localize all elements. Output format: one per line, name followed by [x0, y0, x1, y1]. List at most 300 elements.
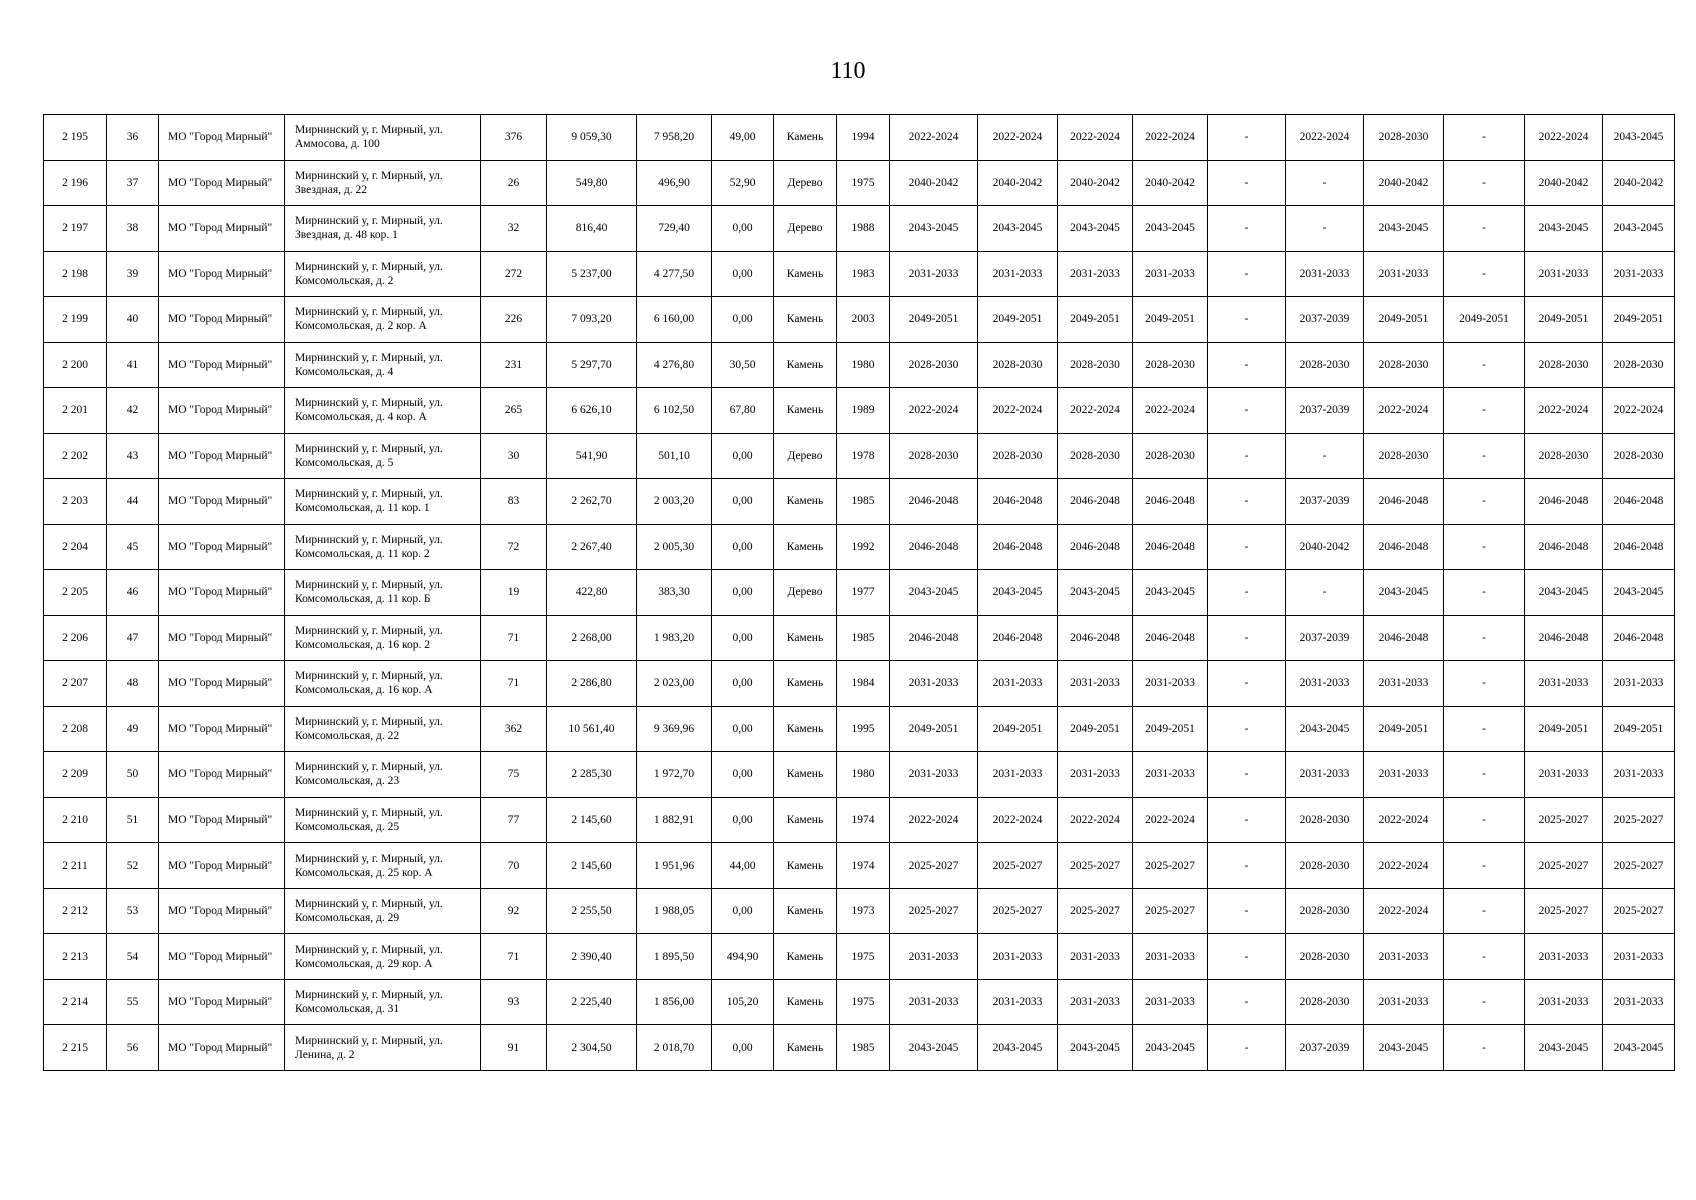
cell-record-number: 2 200	[44, 342, 107, 388]
cell-roof-repair: 2031-2033	[890, 752, 978, 798]
cell-elevator-repair: -	[1208, 752, 1286, 798]
cell-record-number: 2 206	[44, 615, 107, 661]
cell-sewer-repair: 2049-2051	[1525, 297, 1603, 343]
cell-record-number: 2 198	[44, 251, 107, 297]
cell-local-number: 48	[107, 661, 159, 707]
cell-build-year: 1980	[837, 752, 890, 798]
cell-total-area: 2 268,00	[547, 615, 637, 661]
cell-living-area: 2 005,30	[637, 524, 712, 570]
cell-residents: 32	[481, 206, 547, 252]
cell-heating-repair: 2028-2030	[1286, 342, 1364, 388]
cell-heating-repair: -	[1286, 433, 1364, 479]
cell-record-number: 2 196	[44, 160, 107, 206]
cell-facade-repair: 2022-2024	[978, 115, 1058, 161]
cell-basement-repair: 2028-2030	[1603, 433, 1675, 479]
table-row	[44, 342, 1675, 388]
cell-wall-material: Камень	[774, 297, 837, 343]
cell-sewer-repair: 2025-2027	[1525, 843, 1603, 889]
cell-build-year: 1975	[837, 979, 890, 1025]
cell-living-area: 1 972,70	[637, 752, 712, 798]
cell-roof-repair: 2025-2027	[890, 843, 978, 889]
cell-electric-repair: 2043-2045	[1133, 570, 1208, 616]
cell-local-number: 40	[107, 297, 159, 343]
cell-roof-repair: 2049-2051	[890, 297, 978, 343]
cell-facade-repair: 2043-2045	[978, 570, 1058, 616]
cell-basement-repair: 2043-2045	[1603, 115, 1675, 161]
cell-roof-repair: 2049-2051	[890, 706, 978, 752]
cell-foundation-repair: 2031-2033	[1058, 934, 1133, 980]
cell-roof-repair: 2043-2045	[890, 570, 978, 616]
cell-build-year: 1988	[837, 206, 890, 252]
cell-local-number: 41	[107, 342, 159, 388]
cell-electric-repair: 2049-2051	[1133, 706, 1208, 752]
cell-foundation-repair: 2046-2048	[1058, 524, 1133, 570]
cell-record-number: 2 205	[44, 570, 107, 616]
cell-basement-repair: 2043-2045	[1603, 206, 1675, 252]
cell-local-number: 54	[107, 934, 159, 980]
cell-electric-repair: 2022-2024	[1133, 797, 1208, 843]
cell-gas-repair: -	[1444, 388, 1525, 434]
cell-total-area: 549,80	[547, 160, 637, 206]
cell-municipality: МО "Город Мирный"	[159, 888, 285, 934]
cell-heating-repair: 2028-2030	[1286, 934, 1364, 980]
cell-non-residential-area: 0,00	[712, 661, 774, 707]
cell-roof-repair: 2028-2030	[890, 342, 978, 388]
cell-municipality: МО "Город Мирный"	[159, 342, 285, 388]
cell-wall-material: Дерево	[774, 433, 837, 479]
cell-living-area: 1 856,00	[637, 979, 712, 1025]
cell-gas-repair: -	[1444, 251, 1525, 297]
cell-gas-repair: -	[1444, 1025, 1525, 1071]
cell-gas-repair: -	[1444, 524, 1525, 570]
housing-registry-table	[43, 114, 1675, 1071]
cell-gas-repair: -	[1444, 661, 1525, 707]
cell-electric-repair: 2040-2042	[1133, 160, 1208, 206]
cell-water-repair: 2049-2051	[1364, 706, 1444, 752]
cell-address: Мирнинский у, г. Мирный, ул. Комсомольская, д. 5	[285, 433, 481, 479]
cell-local-number: 42	[107, 388, 159, 434]
cell-residents: 77	[481, 797, 547, 843]
cell-facade-repair: 2025-2027	[978, 888, 1058, 934]
cell-residents: 71	[481, 934, 547, 980]
cell-foundation-repair: 2025-2027	[1058, 843, 1133, 889]
cell-electric-repair: 2028-2030	[1133, 342, 1208, 388]
cell-facade-repair: 2028-2030	[978, 433, 1058, 479]
cell-non-residential-area: 494,90	[712, 934, 774, 980]
table-row	[44, 843, 1675, 889]
cell-sewer-repair: 2040-2042	[1525, 160, 1603, 206]
cell-basement-repair: 2049-2051	[1603, 297, 1675, 343]
cell-basement-repair: 2049-2051	[1603, 706, 1675, 752]
table-row	[44, 479, 1675, 525]
cell-non-residential-area: 0,00	[712, 524, 774, 570]
cell-roof-repair: 2022-2024	[890, 388, 978, 434]
cell-municipality: МО "Город Мирный"	[159, 251, 285, 297]
cell-record-number: 2 211	[44, 843, 107, 889]
cell-non-residential-area: 49,00	[712, 115, 774, 161]
cell-water-repair: 2031-2033	[1364, 979, 1444, 1025]
cell-facade-repair: 2031-2033	[978, 752, 1058, 798]
cell-address: Мирнинский у, г. Мирный, ул. Ленина, д. 2	[285, 1025, 481, 1071]
cell-gas-repair: -	[1444, 615, 1525, 661]
cell-build-year: 1980	[837, 342, 890, 388]
cell-foundation-repair: 2049-2051	[1058, 297, 1133, 343]
cell-record-number: 2 208	[44, 706, 107, 752]
cell-address: Мирнинский у, г. Мирный, ул. Комсомольская, д. 2 кор. А	[285, 297, 481, 343]
cell-non-residential-area: 0,00	[712, 1025, 774, 1071]
cell-gas-repair: -	[1444, 934, 1525, 980]
cell-electric-repair: 2022-2024	[1133, 115, 1208, 161]
cell-water-repair: 2049-2051	[1364, 297, 1444, 343]
cell-sewer-repair: 2025-2027	[1525, 797, 1603, 843]
registry-body	[44, 115, 1675, 1071]
cell-sewer-repair: 2022-2024	[1525, 115, 1603, 161]
cell-local-number: 44	[107, 479, 159, 525]
cell-total-area: 2 262,70	[547, 479, 637, 525]
cell-record-number: 2 203	[44, 479, 107, 525]
cell-build-year: 1992	[837, 524, 890, 570]
cell-facade-repair: 2043-2045	[978, 206, 1058, 252]
cell-electric-repair: 2031-2033	[1133, 934, 1208, 980]
cell-total-area: 2 145,60	[547, 797, 637, 843]
cell-local-number: 56	[107, 1025, 159, 1071]
cell-elevator-repair: -	[1208, 251, 1286, 297]
cell-foundation-repair: 2046-2048	[1058, 479, 1133, 525]
cell-non-residential-area: 0,00	[712, 615, 774, 661]
cell-heating-repair: 2022-2024	[1286, 115, 1364, 161]
cell-living-area: 6 102,50	[637, 388, 712, 434]
cell-living-area: 501,10	[637, 433, 712, 479]
cell-living-area: 1 895,50	[637, 934, 712, 980]
cell-heating-repair: 2028-2030	[1286, 843, 1364, 889]
table-row	[44, 706, 1675, 752]
cell-sewer-repair: 2046-2048	[1525, 615, 1603, 661]
table-row	[44, 433, 1675, 479]
cell-water-repair: 2031-2033	[1364, 251, 1444, 297]
cell-roof-repair: 2031-2033	[890, 251, 978, 297]
cell-water-repair: 2046-2048	[1364, 479, 1444, 525]
cell-residents: 92	[481, 888, 547, 934]
cell-heating-repair: 2043-2045	[1286, 706, 1364, 752]
cell-heating-repair: 2037-2039	[1286, 479, 1364, 525]
cell-residents: 30	[481, 433, 547, 479]
cell-wall-material: Камень	[774, 797, 837, 843]
cell-roof-repair: 2031-2033	[890, 934, 978, 980]
cell-wall-material: Камень	[774, 615, 837, 661]
cell-municipality: МО "Город Мирный"	[159, 1025, 285, 1071]
cell-living-area: 496,90	[637, 160, 712, 206]
cell-roof-repair: 2025-2027	[890, 888, 978, 934]
cell-heating-repair: 2037-2039	[1286, 388, 1364, 434]
cell-elevator-repair: -	[1208, 433, 1286, 479]
cell-record-number: 2 210	[44, 797, 107, 843]
cell-build-year: 1984	[837, 661, 890, 707]
cell-municipality: МО "Город Мирный"	[159, 206, 285, 252]
cell-roof-repair: 2046-2048	[890, 615, 978, 661]
cell-sewer-repair: 2043-2045	[1525, 206, 1603, 252]
cell-electric-repair: 2028-2030	[1133, 433, 1208, 479]
cell-living-area: 729,40	[637, 206, 712, 252]
cell-address: Мирнинский у, г. Мирный, ул. Комсомольская, д. 16 кор. 2	[285, 615, 481, 661]
cell-non-residential-area: 52,90	[712, 160, 774, 206]
cell-sewer-repair: 2025-2027	[1525, 888, 1603, 934]
cell-local-number: 50	[107, 752, 159, 798]
cell-gas-repair: -	[1444, 888, 1525, 934]
cell-local-number: 38	[107, 206, 159, 252]
cell-elevator-repair: -	[1208, 570, 1286, 616]
cell-non-residential-area: 30,50	[712, 342, 774, 388]
cell-elevator-repair: -	[1208, 206, 1286, 252]
cell-heating-repair: 2028-2030	[1286, 979, 1364, 1025]
cell-facade-repair: 2049-2051	[978, 706, 1058, 752]
cell-basement-repair: 2031-2033	[1603, 661, 1675, 707]
cell-electric-repair: 2046-2048	[1133, 479, 1208, 525]
cell-electric-repair: 2043-2045	[1133, 1025, 1208, 1071]
cell-total-area: 2 390,40	[547, 934, 637, 980]
table-row	[44, 251, 1675, 297]
cell-electric-repair: 2025-2027	[1133, 843, 1208, 889]
cell-gas-repair: -	[1444, 342, 1525, 388]
table-row	[44, 160, 1675, 206]
cell-sewer-repair: 2028-2030	[1525, 342, 1603, 388]
cell-basement-repair: 2022-2024	[1603, 388, 1675, 434]
cell-foundation-repair: 2043-2045	[1058, 206, 1133, 252]
cell-residents: 71	[481, 615, 547, 661]
cell-foundation-repair: 2025-2027	[1058, 888, 1133, 934]
cell-foundation-repair: 2046-2048	[1058, 615, 1133, 661]
cell-total-area: 7 093,20	[547, 297, 637, 343]
cell-elevator-repair: -	[1208, 934, 1286, 980]
cell-electric-repair: 2046-2048	[1133, 615, 1208, 661]
cell-living-area: 1 882,91	[637, 797, 712, 843]
cell-facade-repair: 2022-2024	[978, 797, 1058, 843]
cell-municipality: МО "Город Мирный"	[159, 979, 285, 1025]
cell-sewer-repair: 2028-2030	[1525, 433, 1603, 479]
cell-record-number: 2 214	[44, 979, 107, 1025]
cell-address: Мирнинский у, г. Мирный, ул. Комсомольская, д. 16 кор. А	[285, 661, 481, 707]
cell-gas-repair: 2049-2051	[1444, 297, 1525, 343]
cell-build-year: 1983	[837, 251, 890, 297]
cell-basement-repair: 2043-2045	[1603, 1025, 1675, 1071]
page-number: 110	[830, 58, 866, 84]
cell-gas-repair: -	[1444, 479, 1525, 525]
cell-municipality: МО "Город Мирный"	[159, 797, 285, 843]
cell-sewer-repair: 2031-2033	[1525, 752, 1603, 798]
cell-water-repair: 2022-2024	[1364, 843, 1444, 889]
cell-address: Мирнинский у, г. Мирный, ул. Комсомольская, д. 11 кор. 1	[285, 479, 481, 525]
cell-water-repair: 2022-2024	[1364, 888, 1444, 934]
cell-total-area: 816,40	[547, 206, 637, 252]
table-row	[44, 934, 1675, 980]
cell-roof-repair: 2022-2024	[890, 797, 978, 843]
cell-address: Мирнинский у, г. Мирный, ул. Комсомольская, д. 25	[285, 797, 481, 843]
cell-sewer-repair: 2031-2033	[1525, 934, 1603, 980]
cell-local-number: 49	[107, 706, 159, 752]
cell-basement-repair: 2031-2033	[1603, 752, 1675, 798]
cell-foundation-repair: 2043-2045	[1058, 570, 1133, 616]
cell-record-number: 2 207	[44, 661, 107, 707]
cell-non-residential-area: 44,00	[712, 843, 774, 889]
cell-living-area: 9 369,96	[637, 706, 712, 752]
cell-residents: 231	[481, 342, 547, 388]
cell-non-residential-area: 0,00	[712, 706, 774, 752]
cell-residents: 71	[481, 661, 547, 707]
cell-residents: 72	[481, 524, 547, 570]
cell-build-year: 1985	[837, 615, 890, 661]
cell-elevator-repair: -	[1208, 115, 1286, 161]
cell-local-number: 43	[107, 433, 159, 479]
table-row	[44, 388, 1675, 434]
cell-local-number: 37	[107, 160, 159, 206]
cell-basement-repair: 2025-2027	[1603, 843, 1675, 889]
cell-elevator-repair: -	[1208, 342, 1286, 388]
cell-electric-repair: 2022-2024	[1133, 388, 1208, 434]
cell-sewer-repair: 2022-2024	[1525, 388, 1603, 434]
cell-build-year: 1974	[837, 843, 890, 889]
cell-municipality: МО "Город Мирный"	[159, 615, 285, 661]
cell-build-year: 1978	[837, 433, 890, 479]
cell-elevator-repair: -	[1208, 1025, 1286, 1071]
cell-water-repair: 2046-2048	[1364, 615, 1444, 661]
table-row	[44, 206, 1675, 252]
cell-basement-repair: 2046-2048	[1603, 524, 1675, 570]
cell-roof-repair: 2046-2048	[890, 524, 978, 570]
cell-basement-repair: 2025-2027	[1603, 888, 1675, 934]
cell-gas-repair: -	[1444, 115, 1525, 161]
cell-residents: 91	[481, 1025, 547, 1071]
cell-total-area: 9 059,30	[547, 115, 637, 161]
cell-total-area: 2 267,40	[547, 524, 637, 570]
cell-elevator-repair: -	[1208, 615, 1286, 661]
cell-local-number: 53	[107, 888, 159, 934]
table-row	[44, 297, 1675, 343]
cell-wall-material: Камень	[774, 1025, 837, 1071]
cell-municipality: МО "Город Мирный"	[159, 524, 285, 570]
cell-elevator-repair: -	[1208, 160, 1286, 206]
cell-address: Мирнинский у, г. Мирный, ул. Комсомольская, д. 31	[285, 979, 481, 1025]
cell-address: Мирнинский у, г. Мирный, ул. Звездная, д. 48 кор. 1	[285, 206, 481, 252]
cell-build-year: 1989	[837, 388, 890, 434]
cell-foundation-repair: 2043-2045	[1058, 1025, 1133, 1071]
cell-roof-repair: 2031-2033	[890, 979, 978, 1025]
cell-living-area: 4 277,50	[637, 251, 712, 297]
cell-heating-repair: 2028-2030	[1286, 888, 1364, 934]
cell-living-area: 7 958,20	[637, 115, 712, 161]
cell-record-number: 2 209	[44, 752, 107, 798]
cell-wall-material: Камень	[774, 843, 837, 889]
cell-non-residential-area: 0,00	[712, 251, 774, 297]
cell-address: Мирнинский у, г. Мирный, ул. Комсомольская, д. 11 кор. 2	[285, 524, 481, 570]
cell-total-area: 2 255,50	[547, 888, 637, 934]
cell-wall-material: Камень	[774, 251, 837, 297]
cell-sewer-repair: 2046-2048	[1525, 524, 1603, 570]
cell-electric-repair: 2031-2033	[1133, 979, 1208, 1025]
cell-elevator-repair: -	[1208, 524, 1286, 570]
cell-sewer-repair: 2043-2045	[1525, 1025, 1603, 1071]
cell-facade-repair: 2031-2033	[978, 979, 1058, 1025]
cell-basement-repair: 2040-2042	[1603, 160, 1675, 206]
cell-residents: 26	[481, 160, 547, 206]
cell-total-area: 2 285,30	[547, 752, 637, 798]
cell-residents: 362	[481, 706, 547, 752]
cell-foundation-repair: 2031-2033	[1058, 979, 1133, 1025]
cell-heating-repair: 2040-2042	[1286, 524, 1364, 570]
cell-residents: 75	[481, 752, 547, 798]
cell-facade-repair: 2025-2027	[978, 843, 1058, 889]
cell-facade-repair: 2031-2033	[978, 934, 1058, 980]
cell-electric-repair: 2046-2048	[1133, 524, 1208, 570]
cell-wall-material: Камень	[774, 115, 837, 161]
cell-record-number: 2 195	[44, 115, 107, 161]
cell-living-area: 1 988,05	[637, 888, 712, 934]
cell-address: Мирнинский у, г. Мирный, ул. Комсомольская, д. 2	[285, 251, 481, 297]
cell-sewer-repair: 2043-2045	[1525, 570, 1603, 616]
cell-non-residential-area: 0,00	[712, 433, 774, 479]
table-row	[44, 524, 1675, 570]
cell-municipality: МО "Город Мирный"	[159, 843, 285, 889]
cell-living-area: 6 160,00	[637, 297, 712, 343]
cell-total-area: 422,80	[547, 570, 637, 616]
cell-total-area: 5 237,00	[547, 251, 637, 297]
cell-wall-material: Камень	[774, 706, 837, 752]
cell-wall-material: Дерево	[774, 570, 837, 616]
cell-wall-material: Камень	[774, 388, 837, 434]
cell-water-repair: 2022-2024	[1364, 797, 1444, 843]
cell-electric-repair: 2043-2045	[1133, 206, 1208, 252]
cell-water-repair: 2043-2045	[1364, 206, 1444, 252]
cell-local-number: 39	[107, 251, 159, 297]
cell-local-number: 46	[107, 570, 159, 616]
cell-water-repair: 2043-2045	[1364, 570, 1444, 616]
cell-basement-repair: 2028-2030	[1603, 342, 1675, 388]
cell-elevator-repair: -	[1208, 843, 1286, 889]
cell-address: Мирнинский у, г. Мирный, ул. Звездная, д. 22	[285, 160, 481, 206]
cell-residents: 272	[481, 251, 547, 297]
cell-water-repair: 2028-2030	[1364, 433, 1444, 479]
cell-electric-repair: 2025-2027	[1133, 888, 1208, 934]
cell-gas-repair: -	[1444, 160, 1525, 206]
cell-record-number: 2 201	[44, 388, 107, 434]
cell-water-repair: 2028-2030	[1364, 342, 1444, 388]
cell-heating-repair: 2031-2033	[1286, 661, 1364, 707]
cell-wall-material: Камень	[774, 524, 837, 570]
cell-roof-repair: 2043-2045	[890, 206, 978, 252]
cell-sewer-repair: 2031-2033	[1525, 661, 1603, 707]
cell-heating-repair: -	[1286, 160, 1364, 206]
cell-foundation-repair: 2028-2030	[1058, 433, 1133, 479]
cell-residents: 93	[481, 979, 547, 1025]
cell-living-area: 383,30	[637, 570, 712, 616]
cell-build-year: 1985	[837, 1025, 890, 1071]
cell-roof-repair: 2043-2045	[890, 1025, 978, 1071]
cell-residents: 70	[481, 843, 547, 889]
cell-electric-repair: 2031-2033	[1133, 752, 1208, 798]
cell-build-year: 1985	[837, 479, 890, 525]
cell-wall-material: Камень	[774, 342, 837, 388]
cell-municipality: МО "Город Мирный"	[159, 706, 285, 752]
cell-facade-repair: 2046-2048	[978, 479, 1058, 525]
cell-local-number: 45	[107, 524, 159, 570]
cell-foundation-repair: 2049-2051	[1058, 706, 1133, 752]
cell-basement-repair: 2025-2027	[1603, 797, 1675, 843]
cell-residents: 226	[481, 297, 547, 343]
cell-address: Мирнинский у, г. Мирный, ул. Комсомольская, д. 29 кор. А	[285, 934, 481, 980]
cell-record-number: 2 197	[44, 206, 107, 252]
cell-sewer-repair: 2046-2048	[1525, 479, 1603, 525]
cell-roof-repair: 2028-2030	[890, 433, 978, 479]
cell-basement-repair: 2031-2033	[1603, 251, 1675, 297]
cell-water-repair: 2028-2030	[1364, 115, 1444, 161]
